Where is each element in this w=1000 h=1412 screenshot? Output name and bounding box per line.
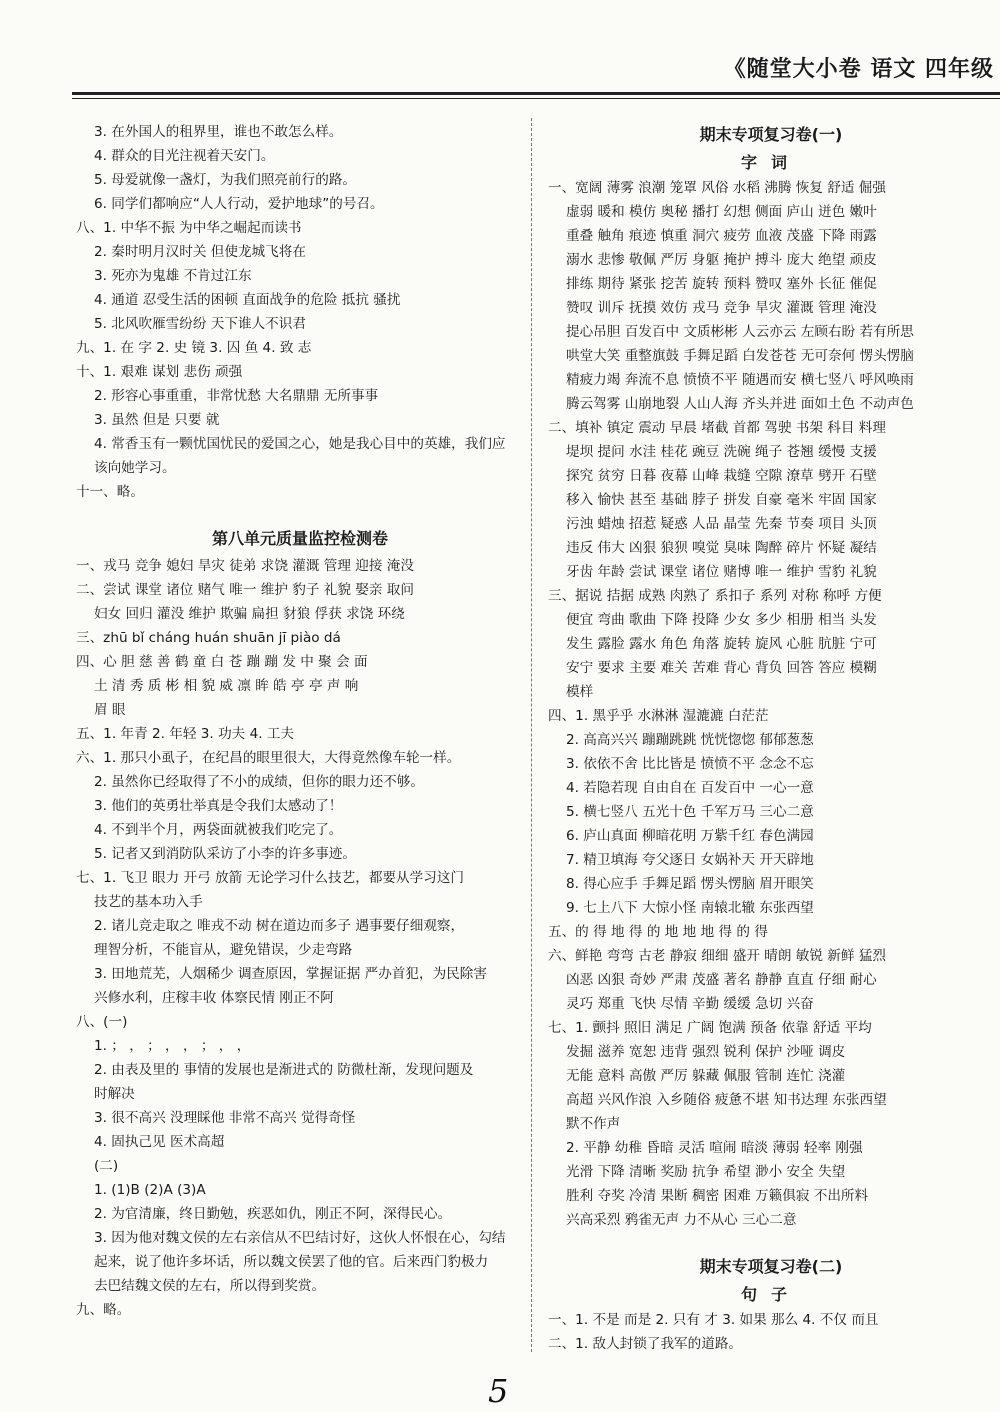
- answer-line: 2. 虽然你已经取得了不小的成绩，但你的眼力还不够。: [94, 774, 424, 790]
- answer-line: 凶恶 凶狠 奇妙 严肃 茂盛 著名 静静 直直 仔细 耐心: [566, 972, 877, 988]
- answer-line: 4. 不到半个月，两袋面就被我们吃完了。: [94, 822, 343, 838]
- answer-line: 七、1. 颤抖 照旧 满足 广阔 饱满 预备 依靠 舒适 平均: [548, 1020, 872, 1036]
- header-rule-thick: [72, 92, 1000, 95]
- answer-line: 堤坝 提问 水洼 桂花 豌豆 洗碗 绳子 苍翘 缓慢 支援: [566, 444, 877, 460]
- answer-line: 3. 因为他对魏文侯的左右亲信从不巴结讨好，这伙人怀恨在心，勾结: [94, 1230, 506, 1246]
- answer-line: 2. 高高兴兴 蹦蹦跳跳 恍恍惚惚 郁郁葱葱: [566, 732, 814, 748]
- answer-line: 理智分析，不能盲从，避免错误，少走弯路: [94, 942, 353, 958]
- answer-line: 七、1. 飞卫 眼力 开弓 放箭 无论学习什么技艺，都要从学习这门: [76, 870, 465, 886]
- answer-line: 2. 秦时明月汉时关 但使龙城飞将在: [94, 244, 306, 260]
- answer-line: 灵巧 郑重 飞快 尽情 辛勤 缓缓 急切 兴奋: [566, 996, 814, 1012]
- right-answer-lines-2: [548, 1308, 994, 1356]
- section-title-review1: 期末专项复习卷(一): [699, 125, 843, 144]
- answer-line: 眉 眼: [94, 702, 126, 718]
- answer-line: 二、填补 镇定 震动 早晨 堵截 首都 驾驶 书架 科目 料理: [548, 420, 886, 436]
- answer-line: 土 清 秀 质 彬 相 貌 威 凛 眸 皓 亭 亭 声 响: [94, 678, 359, 694]
- answer-line: 4. 若隐若现 自由自在 百发百中 一心一意: [566, 780, 814, 796]
- answer-line: 模样: [566, 684, 594, 700]
- answer-line: 起来，说了他许多坏话，所以魏文侯罢了他的官。后来西门豹极力: [94, 1254, 489, 1270]
- answer-line: 溺水 悲惨 敬佩 严厉 身躯 掩护 搏斗 庞大 绝望 顽皮: [566, 252, 877, 268]
- answer-line: 九、1. 在 字 2. 史 镜 3. 囚 鱼 4. 致 志: [76, 340, 312, 356]
- answer-line: 默不作声: [566, 1116, 621, 1132]
- answer-line: 2. 由表及里的 事情的发展也是渐进式的 防微杜渐，发现问题及: [94, 1062, 474, 1078]
- answer-line: 2. 诸儿竞走取之 唯戎不动 树在道边而多子 遇事要仔细观察，: [94, 918, 465, 934]
- section-title-unit8: 第八单元质量监控检测卷: [211, 529, 388, 548]
- answer-line: (二): [94, 1158, 119, 1174]
- answer-line: 虚弱 暖和 模仿 奥秘 播打 幻想 侧面 庐山 迸色 嫩叶: [566, 204, 877, 220]
- answer-line: 2. 形容心事重重，非常忧愁 大名鼎鼎 无所事事: [94, 388, 379, 404]
- answer-line: 7. 精卫填海 夸父逐日 女娲补天 开天辟地: [566, 852, 814, 868]
- answer-line: 二、1. 敌人封锁了我军的道路。: [548, 1336, 743, 1352]
- answer-line: 光滑 下降 清晰 奖励 抗争 希望 渺小 安全 失望: [566, 1164, 846, 1180]
- answer-line: 5. 北风吹雁雪纷纷 天下谁人不识君: [94, 316, 306, 332]
- answer-line: 3. 虽然 但是 只要 就: [94, 412, 220, 428]
- answer-line: 四、心 胆 慈 善 鹤 童 白 苍 蹦 蹦 发 中 聚 会 面: [76, 654, 368, 670]
- answer-line: 3. 田地荒芜，人烟稀少 调查原因，掌握证据 严办首犯，为民除害: [94, 966, 487, 982]
- answer-line: 九、略。: [76, 1302, 131, 1318]
- answer-line: 1. ； ， ； ， ， ； ， ，: [94, 1038, 251, 1054]
- answer-line: 2. 为官清廉，终日勤勉，疾恶如仇，刚正不阿，深得民心。: [94, 1206, 452, 1222]
- column-divider: [531, 118, 532, 1352]
- answer-line: 八、1. 中华不振 为中华之崛起而读书: [76, 220, 302, 236]
- answer-line: 3. 很不高兴 没理睬他 非常不高兴 觉得奇怪: [94, 1110, 356, 1126]
- answer-line: 4. 通道 忍受生活的困顿 直面战争的危险 抵抗 骚扰: [94, 292, 401, 308]
- book-title: 《随堂大小卷 语文 四年级: [723, 57, 994, 82]
- page-number: 5: [488, 1372, 509, 1410]
- answer-line: 4. 固执己见 医术高超: [94, 1134, 225, 1150]
- answer-line: 无能 意料 高傲 严厉 躲藏 佩服 管制 连忙 浇灌: [566, 1068, 846, 1084]
- answer-line: 便宜 弯曲 歌曲 下降 投降 少女 多少 相册 相当 头发: [566, 612, 877, 628]
- answer-line: 违反 伟大 凶狠 狼狈 嗅觉 臭味 陶醉 碎片 怀疑 凝结: [566, 540, 877, 556]
- answer-line: 1. (1)B (2)A (3)A: [94, 1182, 206, 1198]
- answer-line: 重叠 触角 痕迹 慎重 洞穴 疲劳 血液 茂盛 下降 雨露: [566, 228, 877, 244]
- answer-line: 十一、略。: [76, 484, 144, 500]
- answer-line: 五、的 得 地 得 的 地 地 地 得 的 得: [548, 924, 768, 940]
- answer-line: 牙齿 年龄 尝试 课堂 诸位 赌博 唯一 维护 雪豹 礼貌: [566, 564, 877, 580]
- left-column: [76, 120, 524, 1322]
- answer-line: 一、1. 不是 而是 2. 只有 才 3. 如果 那么 4. 不仅 而且: [548, 1312, 879, 1328]
- answer-line: 3. 依依不舍 比比皆是 愤愤不平 念念不忘: [566, 756, 814, 772]
- answer-line: 时解决: [94, 1086, 135, 1102]
- answer-line: 8. 得心应手 手舞足蹈 愣头愣脑 眉开眼笑: [566, 876, 814, 892]
- answer-line: 胜利 夺奖 冷清 果断 稠密 困难 万籁俱寂 不出所料: [566, 1188, 869, 1204]
- answer-line: 八、(一): [76, 1014, 128, 1030]
- answer-line: 污浊 蜡烛 招惹 疑惑 人品 晶莹 先秦 节奏 项目 头顶: [566, 516, 877, 532]
- answer-line: 提心吊胆 百发百中 文质彬彬 人云亦云 左顾右盼 若有所思: [566, 324, 914, 340]
- answer-line: 排练 期待 紧张 挖苦 旋转 预料 赞叹 塞外 长征 催促: [566, 276, 877, 292]
- answer-line: 发生 露脸 露水 角色 角落 旋转 旋风 心脏 肮脏 宁可: [566, 636, 877, 652]
- answer-line: 5. 记者又到消防队采访了小李的许多事迹。: [94, 846, 356, 862]
- answer-line: 腾云驾雾 山崩地裂 人山人海 齐头并进 面如土色 不动声色: [566, 396, 914, 412]
- answer-line: 发掘 滋养 宽恕 违背 强烈 锐利 保护 沙哑 调皮: [566, 1044, 846, 1060]
- answer-line: 该向她学习。: [94, 460, 176, 476]
- answer-line: 一、戎马 竞争 媳妇 旱灾 徒弟 求饶 灌溉 管理 迎接 淹没: [76, 558, 414, 574]
- answer-line: 2. 平静 幼稚 昏暗 灵活 喧闹 暗淡 薄弱 轻率 刚强: [566, 1140, 863, 1156]
- page-header: [0, 0, 1000, 100]
- answer-line: 探究 贫穷 日暮 夜幕 山峰 栽缝 空隙 潦草 劈开 石壁: [566, 468, 877, 484]
- subtitle-sentences: 句子: [740, 1285, 801, 1304]
- answer-line: 兴修水利，庄稼丰收 体察民情 刚正不阿: [94, 990, 334, 1006]
- answer-line: 兴高采烈 鸦雀无声 力不从心 三心二意: [566, 1212, 797, 1228]
- answer-line: 6. 同学们都响应“人人行动，爱护地球”的号召。: [94, 196, 384, 212]
- answer-line: 六、鲜艳 弯弯 古老 静寂 细细 盛开 晴朗 敏锐 新鲜 猛烈: [548, 948, 886, 964]
- answer-line: 三、据说 拮据 成熟 肉熟了 系扣子 系列 对称 称呼 方便: [548, 588, 882, 604]
- answer-line: 技艺的基本功入手: [94, 894, 203, 910]
- answer-line: 四、1. 黑乎乎 水淋淋 湿漉漉 白茫茫: [548, 708, 769, 724]
- answer-line: 3. 他们的英勇壮举真是令我们太感动了！: [94, 798, 343, 814]
- answer-line: 3. 在外国人的租界里，谁也不敢怎么样。: [94, 124, 343, 140]
- answer-line: 二、尝试 课堂 诸位 赌气 唯一 维护 豹子 礼貌 娶亲 取问: [76, 582, 414, 598]
- answer-line: 5. 母爱就像一盏灯，为我们照亮前行的路。: [94, 172, 356, 188]
- answer-line: 六、1. 那只小虱子，在纪昌的眼里很大，大得竟然像车轮一样。: [76, 750, 461, 766]
- answer-line: 妇女 回归 灌没 维护 欺骗 扁担 豺狼 俘获 求饶 环绕: [94, 606, 405, 622]
- answer-line: 十、1. 艰难 谋划 悲伤 顽强: [76, 364, 243, 380]
- left-prelines: [76, 120, 524, 504]
- answer-line: 安宁 要求 主要 难关 苦难 背心 背负 回答 答应 模糊: [566, 660, 877, 676]
- answer-line: 三、zhū bǐ cháng huán shuān jī piào dá: [76, 630, 341, 646]
- subtitle-words: 字词: [740, 153, 801, 172]
- answer-line: 9. 七上八下 大惊小怪 南辕北辙 东张西望: [566, 900, 814, 916]
- answer-line: 4. 常香玉有一颗忧国忧民的爱国之心，她是我心目中的英雄，我们应: [94, 436, 506, 452]
- left-answer-lines: [76, 554, 524, 1322]
- right-answer-lines-1: [548, 176, 994, 1232]
- answer-line: 5. 横七竖八 五光十色 千军万马 三心二意: [566, 804, 814, 820]
- answer-line: 赞叹 训斥 抚摸 效仿 戎马 竞争 旱灾 灌溉 管理 淹没: [566, 300, 877, 316]
- header-rule-thin: [72, 98, 1000, 99]
- answer-line: 4. 群众的目光注视着天安门。: [94, 148, 275, 164]
- answer-line: 哄堂大笑 重整旗鼓 手舞足蹈 白发苍苍 无可奈何 愣头愣脑: [566, 348, 914, 364]
- answer-line: 精疲力竭 奔流不息 愤愤不平 随遇而安 横七竖八 呼风唤雨: [566, 372, 914, 388]
- answer-line: 一、宽阔 薄雾 浪潮 笼罩 风俗 水稻 沸腾 恢复 舒适 倔强: [548, 180, 886, 196]
- answer-line: 移入 愉快 甚至 基础 脖子 拼发 自豪 毫米 牢固 国家: [566, 492, 877, 508]
- right-column: [548, 120, 994, 1356]
- answer-line: 6. 庐山真面 柳暗花明 万紫千红 春色满园: [566, 828, 814, 844]
- section-title-review2: 期末专项复习卷(二): [699, 1257, 843, 1276]
- answer-line: 去巴结魏文侯的左右，所以得到奖赏。: [94, 1278, 326, 1294]
- answer-line: 3. 死亦为鬼雄 不肯过江东: [94, 268, 252, 284]
- answer-line: 五、1. 年青 2. 年轻 3. 功夫 4. 工夫: [76, 726, 295, 742]
- answer-line: 高超 兴风作浪 入乡随俗 疲惫不堪 知书达理 东张西望: [566, 1092, 887, 1108]
